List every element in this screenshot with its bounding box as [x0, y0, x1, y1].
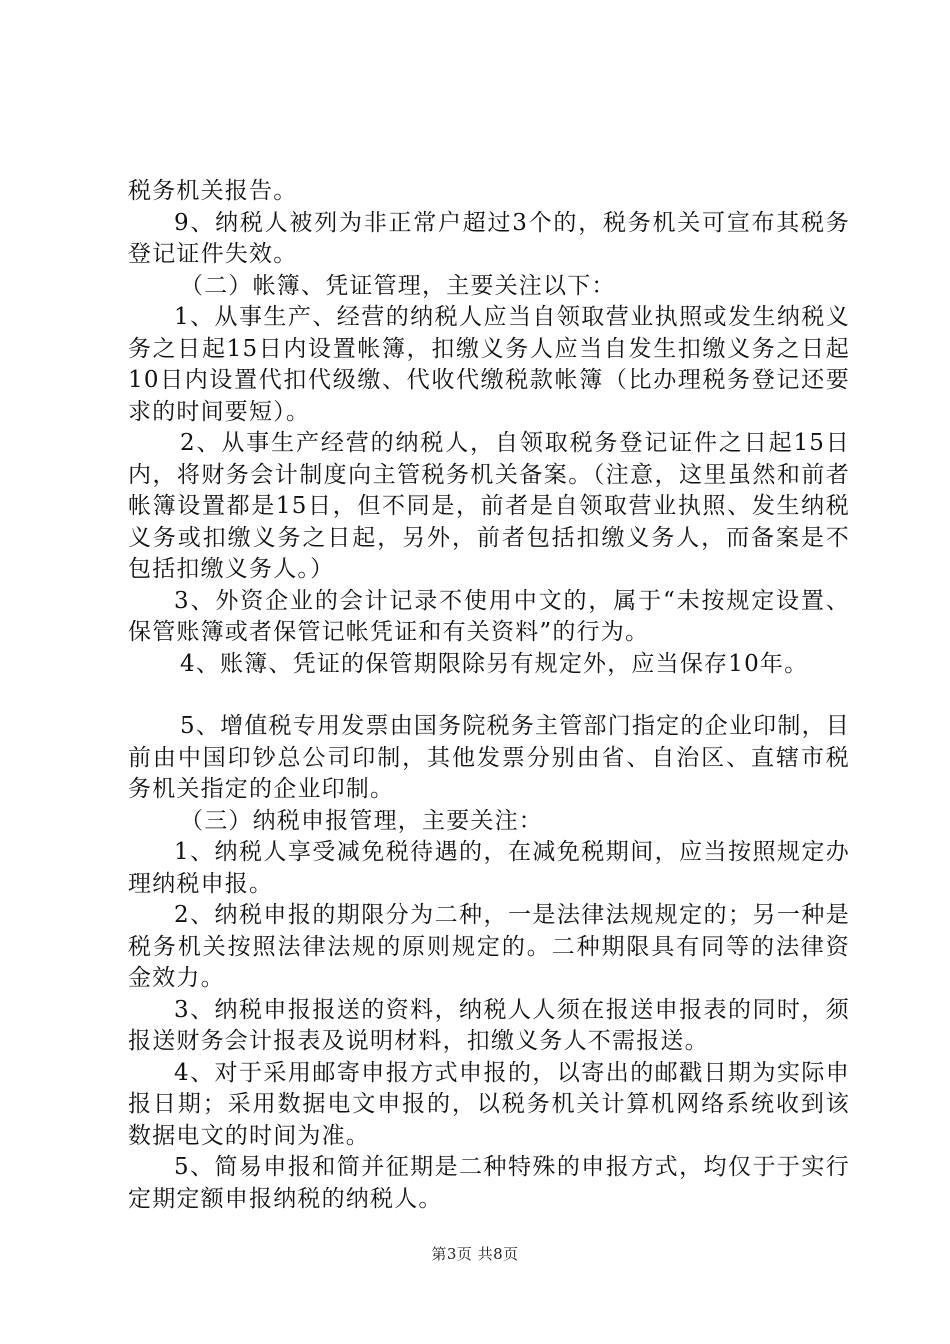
paragraph-declare-2: 2、纳税申报的期限分为二种，一是法律法规规定的；另一种是税务机关按照法律法规的原则规定的。二种期限具有同等的法律资金效力。 — [128, 902, 850, 991]
paragraph-item-5: 5、增值税专用发票由国务院税务主管部门指定的企业印制，目前由中国印钞总公司印制，其他发票分别由省、自治区、直辖市税务机关指定的企业印制。 — [128, 713, 850, 802]
paragraph-item-3: 3、外资企业的会计记录不使用中文的，属于“未按规定设置、保管账簿或者保管记帐凭证和有关资料”的行为。 — [128, 587, 850, 645]
paragraph-declare-5: 5、简易申报和简并征期是二种特殊的申报方式，均仅于于实行定期定额申报纳税的纳税人。 — [128, 1154, 850, 1212]
paragraph-declare-1: 1、纳税人享受减免税待遇的，在减免税期间，应当按照规定办理纳税申报。 — [128, 839, 850, 897]
section-heading-3: （三）纳税申报管理，主要关注： — [180, 807, 543, 834]
paragraph-declare-3: 3、纳税申报报送的资料，纳税人人须在报送申报表的同时，须报送财务会计报表及说明材料，扣缴义务人不需报送。 — [128, 996, 850, 1054]
document-body — [128, 176, 850, 1215]
paragraph-declare-4: 4、对于采用邮寄申报方式申报的，以寄出的邮戳日期为实际申报日期；采用数据电文申报的，以税务机关计算机网络系统收到该数据电文的时间为准。 — [128, 1059, 850, 1149]
paragraph-item-9: 9、纳税人被列为非正常户超过3个的，税务机关可宣布其税务登记证件失效。 — [128, 209, 850, 267]
paragraph-item-2: 2、从事生产经营的纳税人，自领取税务登记证件之日起15日内，将财务会计制度向主管税务机关备案。（注意，这里虽然和前者帐簿设置都是15日，但不同是，前者是自领取营业执照、发生纳税义务或扣缴义务之日起，另外，前者包括扣缴义务人，而备案是不包括扣缴义务人。） — [128, 430, 850, 582]
section-heading-2: （二）帐簿、凭证管理，主要关注以下： — [180, 272, 616, 299]
page-number-footer: 第3页 共8页 — [431, 1245, 519, 1263]
paragraph-item-1: 1、从事生产、经营的纳税人应当自领取营业执照或发生纳税义务之日起15日内设置帐簿，扣缴义务人应当自发生扣缴义务之日起10日内设置代扣代级缴、代收代缴税款帐簿（比办理税务登记还要求的时间要短）。 — [128, 304, 850, 425]
paragraph-continuation: 税务机关报告。 — [128, 178, 298, 204]
paragraph-item-4: 4、账簿、凭证的保管期限除另有规定外，应当保存10年。 — [180, 650, 809, 677]
